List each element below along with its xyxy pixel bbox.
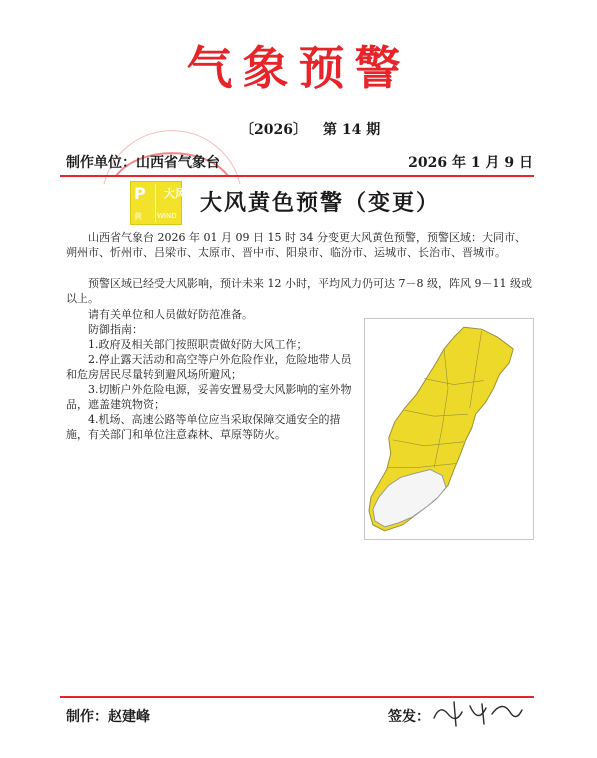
warning-paragraph-area: 山西省气象台 2026 年 01 月 09 日 15 时 34 分变更大风黄色预警，预警区域：大同市、朔州市、忻州市、吕梁市、太原市、晋中市、阳泉市、临汾市、运城市、长治市、晋城市。 [66, 231, 526, 259]
issue-date: 2026 年 1 月 9 日 [408, 155, 533, 171]
issue-count: 第 14 期 [322, 122, 381, 138]
producer-unit: 制作单位：山西省气象台 [66, 155, 220, 171]
header-divider [60, 175, 534, 177]
guide-item: 2.停止露天活动和高空等户外危险作业，危险地带人员和危房居民尽量转到避风场所避风； [66, 353, 352, 381]
signal-symbol: P [134, 184, 146, 203]
guide-list [66, 337, 358, 442]
approver-signature [426, 694, 526, 730]
signal-english-label: WIND [157, 212, 177, 220]
guide-item: 1.政府及相关部门按照职责做好防大风工作； [88, 338, 308, 351]
issue-year: 〔2026〕 [240, 122, 307, 138]
issue-number [240, 119, 380, 139]
warning-paragraph-notice: 请有关单位和人员做好防范准备。 [88, 308, 253, 321]
signal-color-label: 黄 [134, 212, 142, 221]
signal-label: 大风 [164, 187, 186, 200]
signal-divider [155, 184, 156, 222]
masthead-title: 气象预警 [186, 41, 411, 95]
guide-title: 防御指南： [88, 323, 143, 336]
guide-item: 3.切断户外危险电源，妥善安置易受大风影响的室外物品，遮盖建筑物资； [66, 383, 352, 411]
warning-area-map [364, 318, 534, 540]
warning-paragraph-forecast: 预警区域已经受大风影响，预计未来 12 小时，平均风力仍可达 7－8 级，阵风 9－11 级或以上。 [66, 277, 532, 305]
guide-item: 4.机场、高速公路等单位应当采取保障交通安全的措施，有关部门和单位注意森林、草原等防火。 [66, 413, 341, 441]
author: 制作：赵建峰 [66, 709, 150, 725]
approver-label: 签发： [388, 709, 430, 725]
warning-title: 大风黄色预警（变更） [200, 191, 441, 216]
